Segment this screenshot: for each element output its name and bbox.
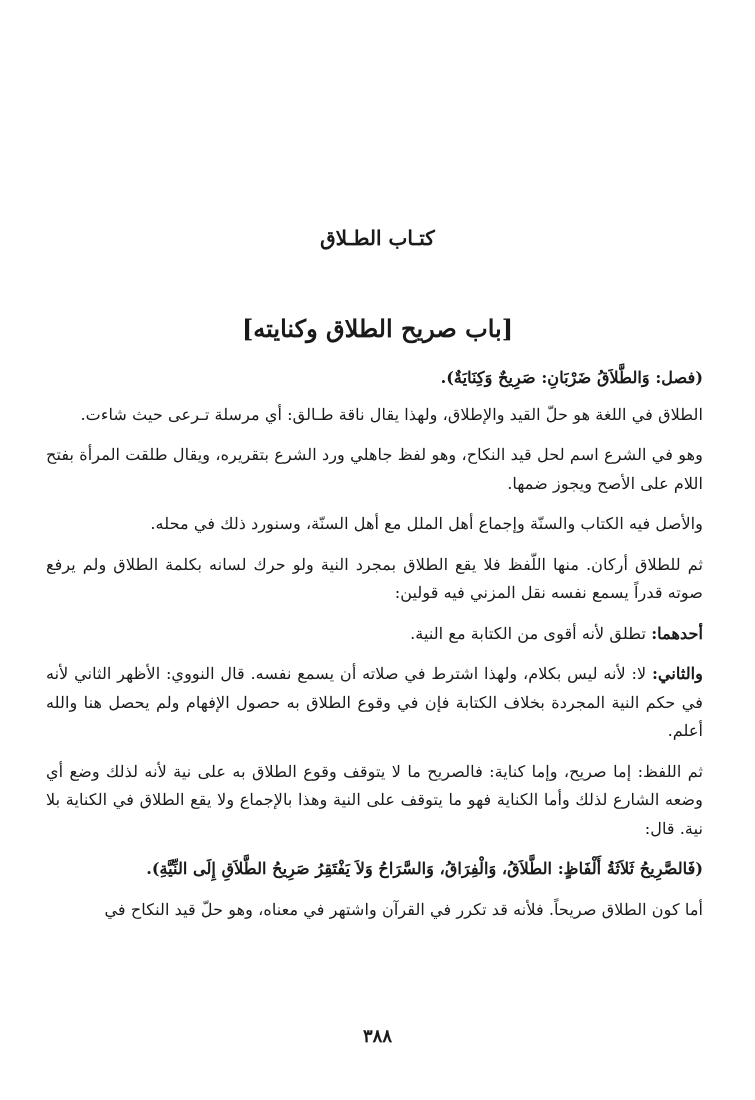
matn-text: (فصل: وَالطَّلاَقُ ضَرْبَانِ: صَرِيحٌ وَكِنَايَةٌ). [440, 368, 703, 387]
paragraph [46, 660, 703, 746]
book-title: كتـاب الطـلاق [320, 226, 435, 250]
paragraph: وهو في الشرع اسم لحل قيد النكاح، وهو لفظ جاهلي ورد الشرع بتقريره، ويقال طلقت المرأة بفتح اللام على الأصح ويجوز ضمها. [46, 445, 703, 493]
page-number: ٣٨٨ [362, 1026, 392, 1047]
paragraph-text: تطلق لأنه أقوى من الكتابة مع النية. [410, 623, 652, 643]
paragraph [46, 620, 703, 649]
chapter-title: [باب صريح الطلاق وكنايته] [241, 314, 514, 343]
paragraph-text: لا: لأنه ليس بكلام، ولهذا اشترط في صلاته أن يسمع نفسه. قال النووي: الأظهر الثاني لأنه في حكم النية المجردة بخلاف الكتابة فإن في وقوع الطلاق به حصول الإفهام ولم يحصل هنا والله أعلم. [46, 664, 703, 740]
paragraph: الطلاق في اللغة هو حلّ القيد والإطلاق، ولهذا يقال ناقة طـالق: أي مرسلة تـرعى حيث شاءت. [80, 404, 703, 424]
paragraph: أما كون الطلاق صريحاً. فلأنه قد تكرر في القرآن واشتهر في معناه، وهو حلّ قيد النكاح في [104, 899, 703, 919]
paragraph: ثم للطلاق أركان. منها اللّفظ فلا يقع الطلاق بمجرد النية ولو حرك لسانه بكلمة الطلاق ولم يرفع صوته قدراً يسمع نفسه نقل المزني فيه قولين: [46, 554, 703, 602]
body-text [46, 364, 703, 936]
matn-text: (فَالصَّرِيحُ ثَلاَثَةُ أَلْفَاظٍ: الطَّلاَقُ، وَالْفِرَاقُ، وَالسَّرَاحُ وَلاَ يَفْتَقِرُ صَرِيحُ الطَّلاَقِ إِلَى النِّيَّةِ). [146, 859, 703, 878]
paragraph-lead: أحدهما: [651, 623, 703, 643]
paragraph: والأصل فيه الكتاب والسنّة وإجماع أهل الملل مع أهل السنّة، وسنورد ذلك في محله. [150, 514, 703, 533]
paragraph-lead: والثاني: [651, 664, 703, 683]
paragraph: ثم اللفظ: إما صريح، وإما كناية: فالصريح ما لا يتوقف وقوع الطلاق به على نية لأنه لذلك وضع أي وضعه الشارع لذلك وأما الكناية فهو ما يتوقف على النية وهذا بالإجماع ولا يقع الطلاق في الكناية بلا نية. قال: [46, 761, 703, 838]
